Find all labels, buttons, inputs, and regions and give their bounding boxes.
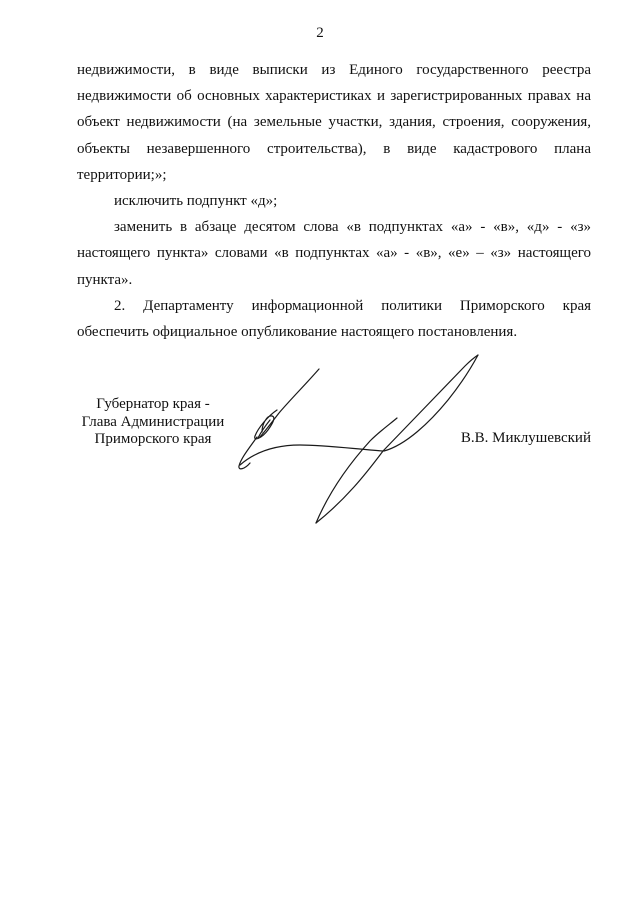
- page-number: 2: [316, 25, 324, 41]
- signer-title: [58, 396, 248, 449]
- paragraph-replace-words: заменить в абзаце десятом слова «в подпунктах «а» - «в», «д» - «з» настоящего пункта» словами «в подпунктах «а» - «в», «е» – «з» настоящего пункта».: [77, 219, 591, 288]
- signer-title-line-3: Приморского края: [94, 431, 212, 447]
- paragraph-exclude-subitem: исключить подпункт «д»;: [114, 193, 278, 210]
- paragraph-continuation: недвижимости, в виде выписки из Единого государственного реестра недвижимости об основных характеристиках и зарегистрированных правах на объект недвижимости (на земельные участки, здания, строения, сооружения, объекты незавершенного строительства), в виде кадастрового плана территории;»;: [77, 62, 591, 183]
- signer-title-line-2: Глава Администрации: [81, 413, 225, 430]
- signer-name: В.В. Миклушевский: [460, 430, 591, 446]
- signer-title-line-1: Губернатор края -: [96, 396, 210, 412]
- paragraph-publication-order: 2. Департаменту информационной политики Приморского края обеспечить официальное опубликование настоящего постановления.: [77, 297, 591, 341]
